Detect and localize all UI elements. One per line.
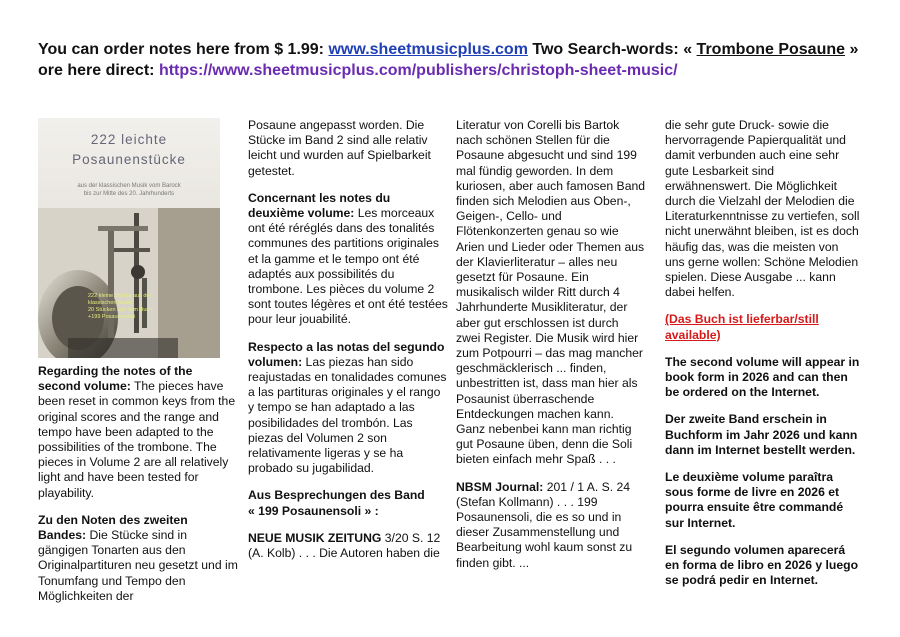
search-keywords-link[interactable]: Trombone Posaune <box>696 41 846 58</box>
cover-subtitle-line2: bis zur Mitte des 20. Jahrhunderts <box>83 191 175 197</box>
trombone-photo-icon <box>38 208 220 358</box>
cover-subtitle <box>38 182 220 198</box>
cover-title-line2: Posaunenstücke <box>72 152 186 167</box>
availability-notice <box>665 312 860 342</box>
spanish-release-notice: El segundo volumen aparecerá en forma de libro en 2026 y luego se podrá pedir en Internet. <box>665 542 859 588</box>
reviews-heading-line1: Aus Besprechungen des Band <box>248 488 425 503</box>
spanish-notes-title: Respecto a las notas del segundo volumen: <box>248 339 445 369</box>
nmz-review-continuation: Literatur von Corelli bis Bartok nach schönen Stellen für die Posaune abgesucht und sind 199 mal fündig geworden. In dem kuriosen, aber auch famosen Band finden sich Melodien aus Oben-, Geigen-, Cello- und Flötenkonzerten genau so wie Arien und Lieder oder Themen aus der Klavierliteratur – alles neu gesetzt für Posaune. Ein musikalisch wilder Ritt durch 4 Jahrhunderte Musikliteratur, der aber gut erschlossen ist durch zwei Register. Die Musik wird hier zum Potpourri – das mag mancher geschmäcklerisch ... finden, unbestritten ist, dass man hier als Posaunist überraschende Entdeckungen machen kann. Ganz nebenbei kann man richtig gut Posaune üben, denn die Soli bieten einfach mehr Spaß . . . <box>456 118 646 467</box>
column-3 <box>456 118 646 571</box>
german-notes-continuation: Posaune angepasst worden. Die Stücke im Band 2 sind alle relativ leicht und wurden auf Spielbarkeit getestet. <box>248 118 431 178</box>
column-2 <box>248 118 448 561</box>
order-header-line2 <box>38 61 678 81</box>
cover-overlay-line3: 20 Stücken aus dem Buch <box>88 307 153 313</box>
cover-overlay-text <box>88 293 178 321</box>
cover-subtitle-line1: aus der klassischen Musik vom Barock <box>77 183 181 189</box>
cover-overlay-line1: 222 kleine Stücke aus der <box>88 293 152 299</box>
book-cover-image <box>38 118 220 358</box>
english-notes-title: Regarding the notes of the second volume: <box>38 364 193 394</box>
reviews-heading-line2: « 199 Posaunensoli » : <box>248 503 379 518</box>
search-words-suffix: » <box>845 41 859 58</box>
cover-overlay-line2: klassischen Musik <box>88 300 133 306</box>
french-release-notice: Le deuxième volume paraîtra sous forme de livre en 2026 et pourra ensuite être commandé sur Internet. <box>665 470 844 530</box>
nbsm-review-body: 201 / 1 A. S. 24 (Stefan Kollmann) . . . 199 Posaunensoli, die es so und in dieser Zusammenstellung und Bearbeitung wohl kaum sonst zu finden gibt. ... <box>456 479 633 570</box>
cover-title-line1: 222 leichte <box>90 132 168 147</box>
publisher-direct-link[interactable]: https://www.sheetmusicplus.com/publishers/christoph-sheet-music/ <box>158 62 678 79</box>
nbsm-review-paragraph <box>456 480 646 571</box>
search-words-label: Two Search-words: « <box>527 41 697 58</box>
french-notes-paragraph <box>248 191 448 328</box>
order-header-line1 <box>38 40 858 60</box>
german-notes-body: Die Stücke sind in gängigen Tonarten aus den Originalpartituren neu gesetzt und im Tonumfang und Tempo den Möglichkeiten der <box>38 528 238 603</box>
french-notes-body: Les morceaux ont été réréglés dans des tonalités communes des partitions originales et la gamme et le tempo ont été adaptés aux possibilités du trombone. Les pièces du volume 2 sont toutes légères et ont été testées pour leur jouabilité. <box>248 206 448 327</box>
nmz-review-paragraph <box>248 531 448 561</box>
german-release-notice: Der zweite Band erschein in Buchform im Jahr 2026 und kann dann im Internet bestellt werden. <box>665 412 858 457</box>
availability-text: (Das Buch ist lieferbar/still available) <box>665 312 819 342</box>
german-notes-paragraph <box>38 513 238 604</box>
english-release-notice: The second volume will appear in book form in 2026 and can then be ordered on the Internet. <box>665 354 860 400</box>
order-prefix: You can order notes here from $ 1.99: <box>38 41 329 58</box>
german-notes-title: Zu den Noten des zweiten Bandes: <box>38 512 188 543</box>
english-notes-body: The pieces have been reset in common keys from the original scores and the range and tempo have been adapted to the possibilities of the trombone. The pieces in Volume 2 are all relatively light and have been tested for playability. <box>38 379 236 500</box>
french-notes-title: Concernant les notes du deuxième volume: <box>248 190 391 221</box>
direct-prefix: ore here direct: <box>38 62 159 79</box>
sheetmusicplus-link[interactable]: www.sheetmusicplus.com <box>328 41 528 58</box>
nmz-review-body: 3/20 S. 12 (A. Kolb) . . . Die Autoren haben die <box>248 530 441 561</box>
english-notes-paragraph <box>38 364 238 501</box>
spanish-notes-body: Las piezas han sido reajustadas en tonalidades comunes a las partituras originales y el rango y tempo se han adaptado a las posibilidades del trombón. Las piezas del Volumen 2 son relativamente ligeras y se ha probado su jugabilidad. <box>248 354 447 476</box>
column-1 <box>38 118 238 604</box>
nbsm-review-title: NBSM Journal: <box>456 479 544 494</box>
cover-overlay-line4: +199 Posaunensoli <box>88 314 135 320</box>
spanish-notes-paragraph <box>248 340 448 477</box>
column-4 <box>665 118 860 588</box>
nmz-review-title: NEUE MUSIK ZEITUNG <box>248 530 382 545</box>
nbsm-review-continuation: die sehr gute Druck- sowie die hervorragende Papierqualität und damit verbunden auch eine sehr gute Lesbarkeit sind erwähnenswert. Die Möglichkeit durch die Vielzahl der Melodien die Literaturkenntnisse zu vertiefen, soll nicht unerwähnt bleiben, ist es doch häufig das, was die meisten von uns gerne wollen: Schöne Melodien spielen. Diese Ausgabe ... kann dabei helfen. <box>665 118 860 300</box>
